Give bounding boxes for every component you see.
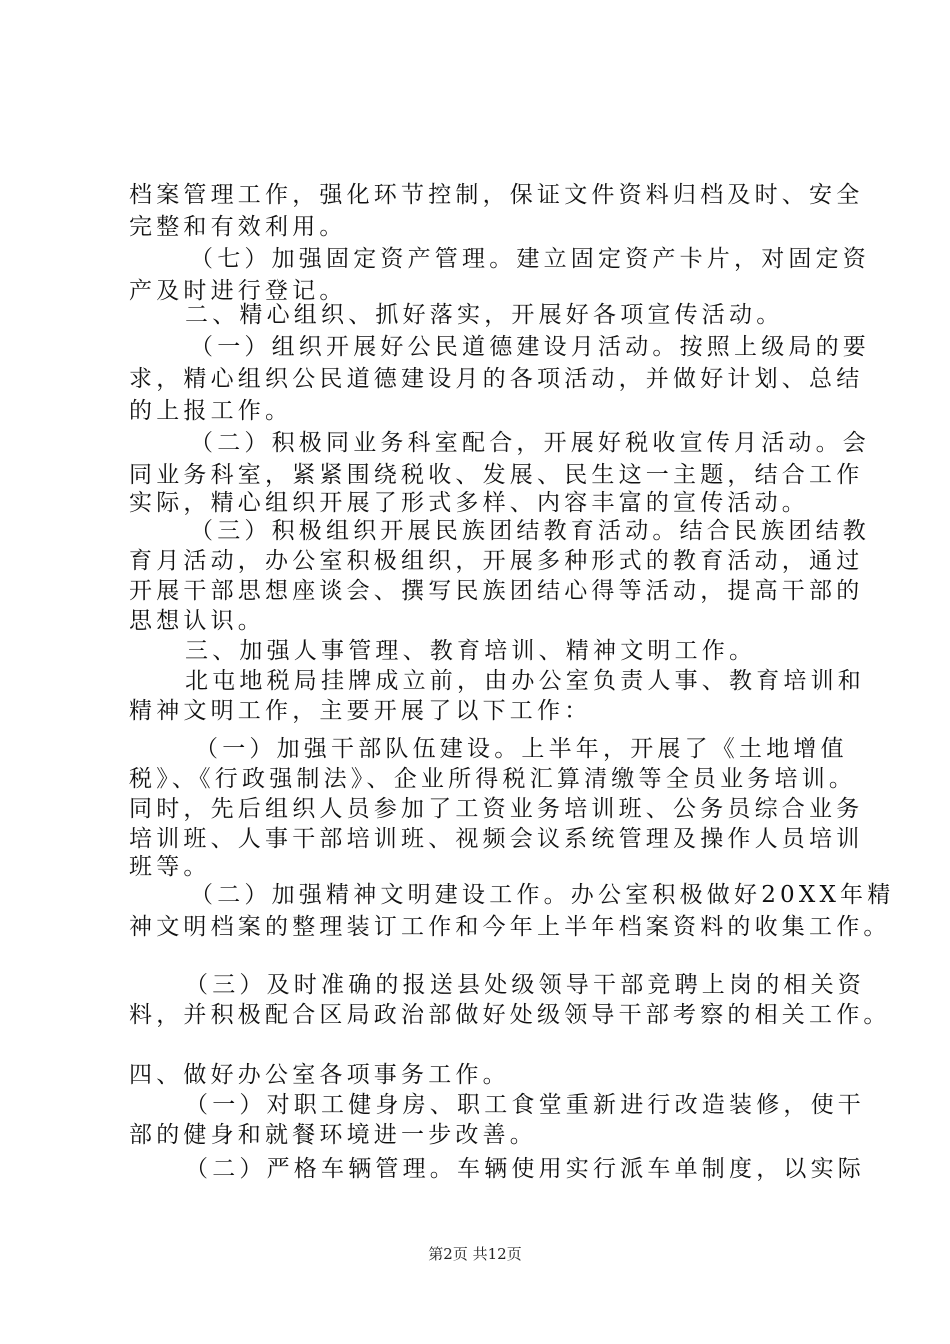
- section-heading: 四、做好办公室各项事务工作。: [129, 1062, 510, 1088]
- text-line: 完整和有效利用。: [129, 214, 347, 240]
- text-line: 精神文明工作，主要开展了以下工作：: [129, 698, 592, 724]
- text-line: （二）积极同业务科室配合，开展好税收宣传月活动。会: [190, 430, 870, 456]
- text-line: 开展干部思想座谈会、撰写民族团结心得等活动，提高干部的: [129, 578, 864, 604]
- text-line: （七）加强固定资产管理。建立固定资产卡片，对固定资: [190, 246, 870, 272]
- text-line: 税》、《行政强制法》、企业所得税汇算清缴等全员业务培训。: [129, 766, 857, 792]
- text-line: （一）组织开展好公民道德建设月活动。按照上级局的要: [190, 334, 870, 360]
- section-heading: 二、精心组织、抓好落实，开展好各项宣传活动。: [185, 302, 784, 328]
- text-line: 培训班、人事干部培训班、视频会议系统管理及操作人员培训: [129, 826, 864, 852]
- text-line: （三）积极组织开展民族团结教育活动。结合民族团结教: [190, 518, 870, 544]
- text-line: 产及时进行登记。: [129, 278, 347, 304]
- text-line: 实际，精心组织开展了形式多样、内容丰富的宣传活动。: [129, 490, 809, 516]
- text-line: 班等。: [129, 854, 211, 880]
- text-line: （二）加强精神文明建设工作。办公室积极做好20XX年精: [190, 882, 895, 908]
- text-line: （一）对职工健身房、职工食堂重新进行改造装修，使干: [185, 1092, 865, 1118]
- text-line: 同时，先后组织人员参加了工资业务培训班、公务员综合业务: [129, 796, 864, 822]
- text-line: （三）及时准确的报送县处级领导干部竞聘上岗的相关资: [185, 972, 865, 998]
- text-line: 北屯地税局挂牌成立前，由办公室负责人事、教育培训和: [185, 668, 865, 694]
- section-heading: 三、加强人事管理、教育培训、精神文明工作。: [185, 638, 757, 664]
- text-line: 思想认识。: [129, 608, 265, 634]
- text-line: 育月活动，办公室积极组织，开展多种形式的教育活动，通过: [129, 548, 864, 574]
- text-line: 部的健身和就餐环境进一步改善。: [129, 1122, 537, 1148]
- text-line: 料，并积极配合区局政治部做好处级领导干部考察的相关工作。: [129, 1002, 891, 1028]
- page-number: 第2页 共12页: [428, 1245, 522, 1263]
- text-line: 求，精心组织公民道德建设月的各项活动，并做好计划、总结: [129, 366, 864, 392]
- text-line: 同业务科室，紧紧围绕税收、发展、民生这一主题，结合工作: [129, 462, 864, 488]
- text-line: 的上报工作。: [129, 398, 293, 424]
- text-line: 神文明档案的整理装订工作和今年上半年档案资料的收集工作。: [129, 914, 891, 940]
- text-line: （一）加强干部队伍建设。上半年，开展了《土地增值: [195, 736, 848, 762]
- text-line: 档案管理工作，强化环节控制，保证文件资料归档及时、安全: [129, 182, 864, 208]
- text-line: （二）严格车辆管理。车辆使用实行派车单制度，以实际: [185, 1156, 865, 1182]
